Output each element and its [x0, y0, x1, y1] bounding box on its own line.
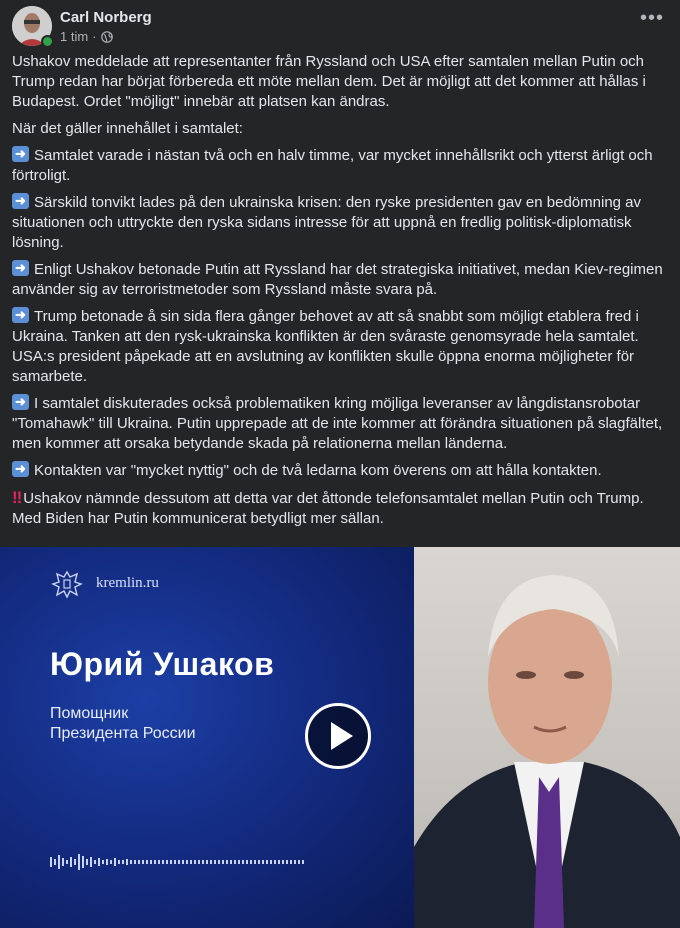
bullet-text: Samtalet varade i nästan två och en halv timme, var mycket innehållsrikt och ytterst ärligt och förtroligt. [12, 147, 653, 184]
bullet-text: I samtalet diskuterades också problematiken kring möjliga leveranser av långdistansrobotar "Tomahawk" till Ukraina. Putin upprepade att de inte kommer att förändra situationen på slagfältet, men kommer att orsaka betydande skada på relationerna mellan länderna. [12, 395, 663, 452]
paragraph-subheading: När det gäller innehållet i samtalet: [12, 120, 243, 137]
role-line: Президента России [50, 725, 196, 742]
globe-icon[interactable] [101, 31, 113, 43]
bullet-item [12, 394, 668, 454]
right-arrow-icon [12, 260, 29, 276]
bullet-item [12, 193, 668, 253]
paragraph-intro: Ushakov meddelade att representanter från Ryssland och USA efter samtalen mellan Putin och Trump redan har börjat förbereda ett möte mellan dem. Det är möjligt att det kommer att hållas i Budapest. Ordet "möjligt" innebär att platsen kan ändras. [12, 53, 646, 110]
right-arrow-icon [12, 307, 29, 323]
coat-of-arms-icon [50, 568, 84, 600]
bullet-item [12, 260, 668, 300]
post-time[interactable]: 1 tim [60, 29, 89, 44]
bullet-text: Enligt Ushakov betonade Putin att Ryssland har det strategiska initiativet, medan Kiev-regimen använder sig av terroristmetoder som Ryssland måste svara på. [12, 261, 663, 298]
right-arrow-icon [12, 193, 29, 209]
bullet-item [12, 146, 668, 186]
post-header [12, 6, 668, 46]
bullet-text: Trump betonade å sin sida flera gånger behovet av att så snabbt som möjligt etablera fred i Ukraina. Tanken att den rysk-ukrainska konflikten är den svåraste genomsyrade hela samtalet. USA:s president påpekade att en avslutning av konflikten skulle öppna enorma möjligheter för samarbete. [12, 308, 639, 385]
post-body [12, 52, 668, 536]
video-person-role [50, 704, 196, 744]
meta-separator: · [92, 29, 97, 44]
alert-text: Ushakov nämnde dessutom att detta var det åttonde telefonsamtalet mellan Putin och Trump. Med Biden har Putin kommunicerat betydligt mer sällan. [12, 490, 644, 527]
play-icon[interactable] [305, 703, 371, 769]
bullet-text: Kontakten var "mycket nyttig" och de två ledarna kom överens om att hålla kontakten. [34, 462, 602, 479]
right-arrow-icon [12, 394, 29, 410]
more-options-icon[interactable]: ••• [639, 7, 664, 29]
right-arrow-icon [12, 461, 29, 477]
portrait-photo-icon [414, 547, 680, 928]
bullet-item [12, 461, 668, 481]
bullet-item [12, 307, 668, 387]
post-meta [60, 29, 113, 44]
right-arrow-icon [12, 146, 29, 162]
alert-item [12, 488, 668, 529]
audio-waveform-icon [50, 852, 310, 872]
double-exclamation-icon: ‼ [12, 488, 21, 507]
video-person-name: Юрий Ушаков [50, 646, 275, 682]
role-line: Помощник [50, 705, 129, 722]
online-status-dot [41, 35, 54, 48]
site-label: kremlin.ru [96, 575, 159, 591]
video-portrait-panel [414, 547, 680, 928]
bullet-text: Särskild tonvikt lades på den ukrainska krisen: den ryske presidenten gav en bedömning av situationen och uttryckte den ryska sidans intresse för att uppnå en fredlig politisk-diplomatisk lösning. [12, 194, 642, 251]
author-name[interactable]: Carl Norberg [60, 9, 152, 26]
video-attachment[interactable] [0, 547, 680, 928]
